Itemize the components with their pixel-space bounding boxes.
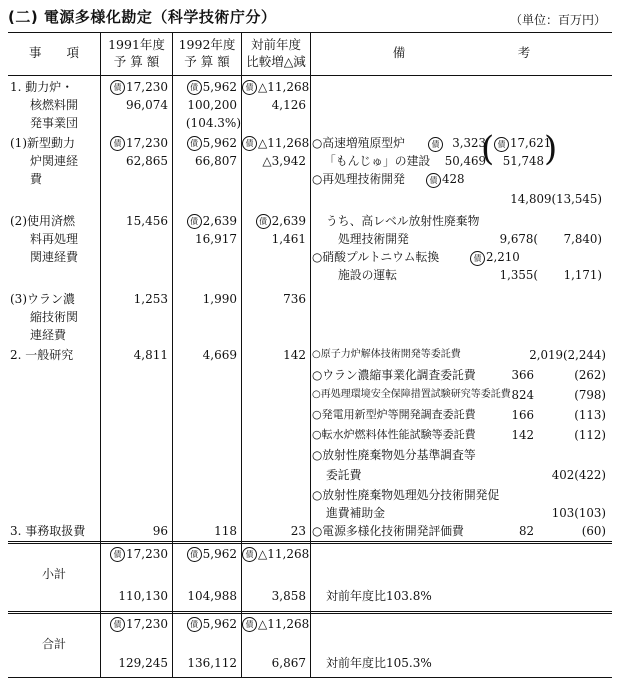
row5-note-5-value: 142 [511, 428, 534, 442]
row5-note-7: 委託費 [326, 468, 362, 482]
debt-mark: 債 [242, 547, 257, 562]
row1-item-2: 核燃料開 [30, 98, 79, 112]
row2-note-3-debt: 債 428 [426, 170, 465, 188]
header-1991-year: 1991年度 [108, 37, 165, 52]
row2-item-3: 費 [30, 172, 43, 186]
debt-mark: 債 [242, 80, 257, 95]
row6-note-1-prev: (60) [581, 524, 606, 538]
row3-note-2: 処理技術開発 [338, 232, 409, 246]
total-1991-debt: 債 17,230 [101, 615, 168, 633]
row5-1992: 4,669 [202, 348, 237, 362]
row3-note-2-prev: 7,840) [563, 232, 602, 246]
row5-note-5: ○転水炉燃料体性能試験等委託費 [312, 428, 476, 441]
row5-diff: 142 [283, 348, 306, 362]
header-item: 事 項 [28, 45, 79, 60]
subtotal-1992: 104,988 [187, 589, 237, 603]
budget-table [8, 32, 612, 678]
row2-diff: △3,942 [262, 154, 306, 168]
row2-note-3: ○再処理技術開発 [312, 172, 405, 186]
debt-mark: 債 [187, 214, 202, 229]
header-diff-b: 比較増△減 [246, 54, 306, 69]
row3-note-2-value: 9,678( [499, 232, 538, 246]
row2-note-2: 「もんじゅ」の建設 [324, 154, 431, 168]
row2-1992-debt: 債 5,962 [173, 134, 237, 152]
paren-close: ) [544, 129, 558, 169]
row2-note-4-value: 14,809(13,545) [510, 192, 602, 206]
row4-item-3: 連経費 [30, 328, 67, 342]
row4-1991: 1,253 [133, 292, 168, 306]
debt-mark: 債 [187, 80, 202, 95]
total-1991: 129,245 [118, 656, 168, 670]
row2-note-1: ○高速増殖原型炉 [312, 136, 405, 150]
row3-1992: 16,917 [195, 232, 237, 246]
row2-note-1-value: 3,323 [452, 136, 486, 150]
row2-item-1: (1)新型動力 [10, 136, 75, 150]
row5-note-8: ○放射性廃棄物処理処分技術開発促 [312, 488, 500, 502]
debt-mark: 債 [256, 214, 271, 229]
row5-note-5-prev: (112) [574, 428, 606, 442]
subtotal-diff-debt: 債 △11,268 [242, 545, 306, 563]
row6-note-1: ○電源多様化技術開発評価費 [312, 524, 464, 538]
row1-1992-pct: (104.3%) [185, 116, 241, 130]
row3-diff: 1,461 [271, 232, 306, 246]
row1-item-3: 発事業団 [30, 116, 79, 130]
total-1992-debt: 債 5,962 [173, 615, 237, 633]
row5-note-2-value: 366 [511, 368, 534, 382]
row5-note-3: ○再処理環境安全保障措置試験研究等委託費 [312, 389, 511, 400]
row3-item-3: 関連経費 [30, 250, 79, 264]
subtotal-1991-debt: 債 17,230 [101, 545, 168, 563]
row6-diff: 23 [290, 524, 306, 538]
row1-1992: 100,200 [187, 98, 237, 112]
debt-mark: 債 [110, 547, 125, 562]
row1-diff: 4,126 [271, 98, 306, 112]
total-note: 対前年度比105.3% [326, 656, 432, 670]
row2-diff-debt: 債 △11,268 [242, 134, 306, 152]
subtotal-1992-debt: 債 5,962 [173, 545, 237, 563]
row3-diff-debt: 債 2,639 [242, 212, 306, 230]
row5-note-6: ○放射性廃棄物処分基準調査等 [312, 448, 476, 462]
row2-note-2-value: 50,469 [444, 154, 486, 168]
header-1992-year: 1992年度 [178, 37, 236, 52]
debt-mark: 債 [242, 617, 257, 632]
row3-note-1: うち、高レベル放射性廃棄物 [326, 214, 480, 228]
header-diff-a: 対前年度 [250, 37, 301, 52]
row2-1992: 66,807 [195, 154, 237, 168]
row5-note-7-value: 402(422) [551, 468, 606, 482]
row5-note-4-value: 166 [511, 408, 534, 422]
row1-item-1: 1. 動力炉・ [10, 80, 74, 94]
debt-mark: 債 [110, 80, 125, 95]
header-notes: 備 考 [392, 45, 531, 60]
debt-mark: 債 [242, 136, 257, 151]
row2-item-2: 炉関連経 [30, 154, 79, 168]
row5-note-9: 進費補助金 [326, 506, 385, 520]
row5-note-2: ○ウラン濃縮事業化調査委託費 [312, 368, 476, 382]
row3-note-4: 施設の運転 [338, 268, 397, 282]
row5-note-1: ○原子力炉解体技術開発等委託費 [312, 349, 461, 360]
row2-1991-debt: 債 17,230 [101, 134, 168, 152]
row3-note-4-prev: 1,171) [563, 268, 602, 282]
row1-1992-debt: 債 5,962 [173, 78, 237, 96]
row3-note-4-value: 1,355( [499, 268, 538, 282]
row3-note-3-debt: 債 2,210 [470, 248, 520, 266]
subtotal-note: 対前年度比103.8% [326, 589, 432, 603]
row6-item-1: 3. 事務取扱費 [10, 524, 86, 538]
row5-note-3-value: 824 [511, 388, 534, 402]
row3-1991: 15,456 [126, 214, 168, 228]
total-diff-debt: 債 △11,268 [242, 615, 306, 633]
row3-item-1: (2)使用済燃 [10, 214, 75, 228]
row2-1991: 62,865 [126, 154, 168, 168]
debt-mark: 債 [110, 136, 125, 151]
page-title: (二) 電源多様化勘定（科学技術庁分） [8, 8, 277, 26]
row6-1991: 96 [152, 524, 168, 538]
col-divider-4 [310, 32, 311, 678]
row3-item-2: 料再処理 [30, 232, 79, 246]
subtotal-diff: 3,858 [271, 589, 306, 603]
row5-note-4-prev: (113) [574, 408, 606, 422]
row5-note-1-value: 2,019(2,244) [529, 348, 606, 362]
row3-1992-debt: 債 2,639 [173, 212, 237, 230]
debt-mark: 債 [426, 173, 441, 188]
row1-diff-debt: 債 △11,268 [242, 78, 306, 96]
row6-note-1-value: 82 [518, 524, 534, 538]
debt-mark: 債 [110, 617, 125, 632]
row2-note-1-prev-debt: 債 17,621 [494, 134, 551, 152]
total-1992: 136,112 [187, 656, 237, 670]
total-diff: 6,867 [271, 656, 306, 670]
row4-item-2: 縮技術関 [30, 310, 79, 324]
row6-1992: 118 [214, 524, 237, 538]
total-label: 合計 [41, 637, 66, 651]
row2-note-2-prev: 51,748 [502, 154, 544, 168]
debt-mark: 債 [187, 547, 202, 562]
row3-note-3: ○硝酸プルトニウム転換 [312, 250, 440, 264]
row5-1991: 4,811 [133, 348, 168, 362]
row5-note-2-prev: (262) [574, 368, 606, 382]
debt-mark: 債 [494, 137, 509, 152]
row5-note-4: ○発電用新型炉等開発調査委託費 [312, 408, 476, 421]
header-1992-budget: 予 算 額 [184, 54, 230, 69]
paren-open: ( [481, 129, 495, 169]
row5-note-3-prev: (798) [574, 388, 606, 402]
row5-note-9-value: 103(103) [551, 506, 606, 520]
debt-mark: 債 [187, 617, 202, 632]
row4-item-1: (3)ウラン濃 [10, 292, 75, 306]
unit-label: （単位：百万円） [509, 13, 606, 27]
debt-mark: 債 [428, 137, 443, 152]
row1-1991: 96,074 [126, 98, 168, 112]
debt-mark: 債 [187, 136, 202, 151]
row1-1991-debt: 債 17,230 [101, 78, 168, 96]
subtotal-label: 小計 [41, 567, 66, 581]
row4-diff: 736 [283, 292, 306, 306]
row4-1992: 1,990 [202, 292, 237, 306]
debt-mark: 債 [470, 251, 485, 266]
header-1991-budget: 予 算 額 [113, 54, 160, 69]
row5-item-1: 2. 一般研究 [10, 348, 74, 362]
subtotal-1991: 110,130 [118, 589, 168, 603]
